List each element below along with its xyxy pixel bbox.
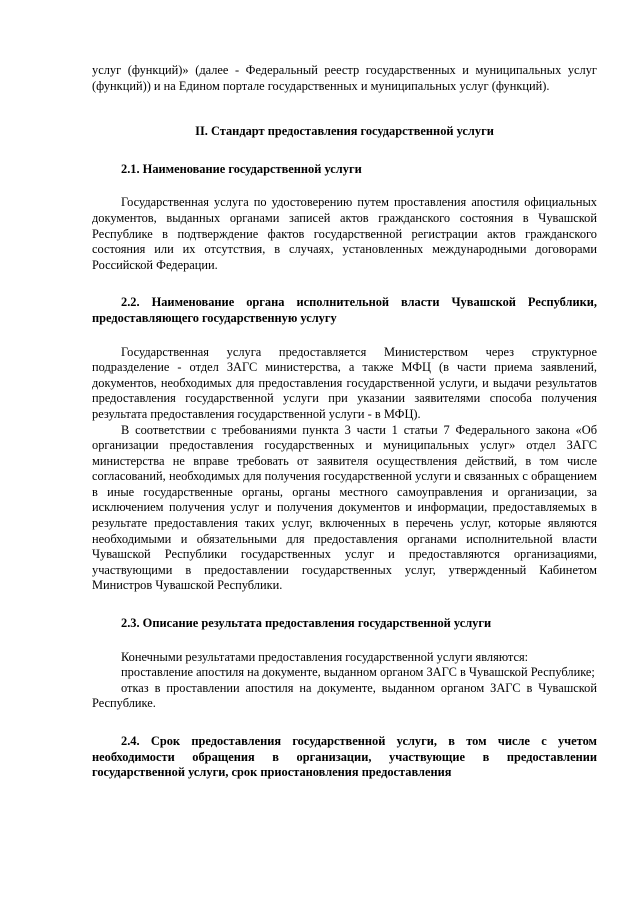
section-2-3-heading: 2.3. Описание результата предоставления государственной услуги	[121, 616, 492, 631]
section-2-2-paragraph-2: В соответствии с требованиями пункта 3 части 1 статьи 7 Федерального закона «Об организации предоставления государственных и муниципальных услуг» отдел ЗАГС министерства не вправе требовать от заявителя осуществления действий, в том числе согласований, необходимых для получения государственной услуги и связанных с обращением в иные государственные органы, органы местного самоуправления и организации, за исключением получения услуг и получения документов и информации, предоставляемых в результате предоставления таких услуг, включенных в перечень услуг, которые являются необходимыми и обязательными для предоставления органами исполнительной власти Чувашской Республики государственных услуг и предоставляются организациями, участвующими в предоставлении государственных услуг, утвержденный Кабинетом Министров Чувашской Республики.	[92, 422, 597, 593]
section-title: II. Стандарт предоставления государственной услуги	[195, 124, 494, 139]
section-2-3-paragraph-1: Конечными результатами предоставления государственной услуги являются:	[121, 649, 529, 664]
section-2-2-paragraph-1: Государственная услуга предоставляется Министерством через структурное подразделение - отдел ЗАГС министерства, а также МФЦ (в части приема заявлений, документов, необходимых для предоставления государственной услуги, и выдачи результатов предоставления государственной услуги при указании заявителями способа получения результата предоставления государственной услуги - в МФЦ).	[92, 344, 597, 421]
section-2-1-heading: 2.1. Наименование государственной услуги	[121, 161, 362, 176]
section-2-1-body: Государственная услуга по удостоверению путем проставления апостиля официальных документов, выданных органами записей актов гражданского состояния в Чувашской Республике в подтверждение фактов государственной регистрации актов гражданского состояния или их отсутствия, в случаях, установленных международными договорами Российской Федерации.	[92, 195, 597, 272]
intro-paragraph: услуг (функций)» (далее - Федеральный реестр государственных и муниципальных услуг (функций)) и на Едином портале государственных и муниципальных услуг (функций).	[92, 63, 597, 93]
section-2-3-paragraph-2: проставление апостиля на документе, выданном органом ЗАГС в Чувашской Республике;	[121, 665, 595, 680]
section-2-4-heading: 2.4. Срок предоставления государственной услуги, в том числе с учетом необходимости обращения в организации, участвующие в предоставлении государственной услуги, срок приостановления предоставления	[92, 734, 597, 780]
section-2-3-paragraph-3: отказ в проставлении апостиля на документе, выданном органом ЗАГС в Чувашской Республике.	[92, 680, 597, 711]
section-2-2-heading: 2.2. Наименование органа исполнительной власти Чувашской Республики, предоставляющего государственную услугу	[92, 295, 597, 325]
document-page	[92, 63, 597, 781]
